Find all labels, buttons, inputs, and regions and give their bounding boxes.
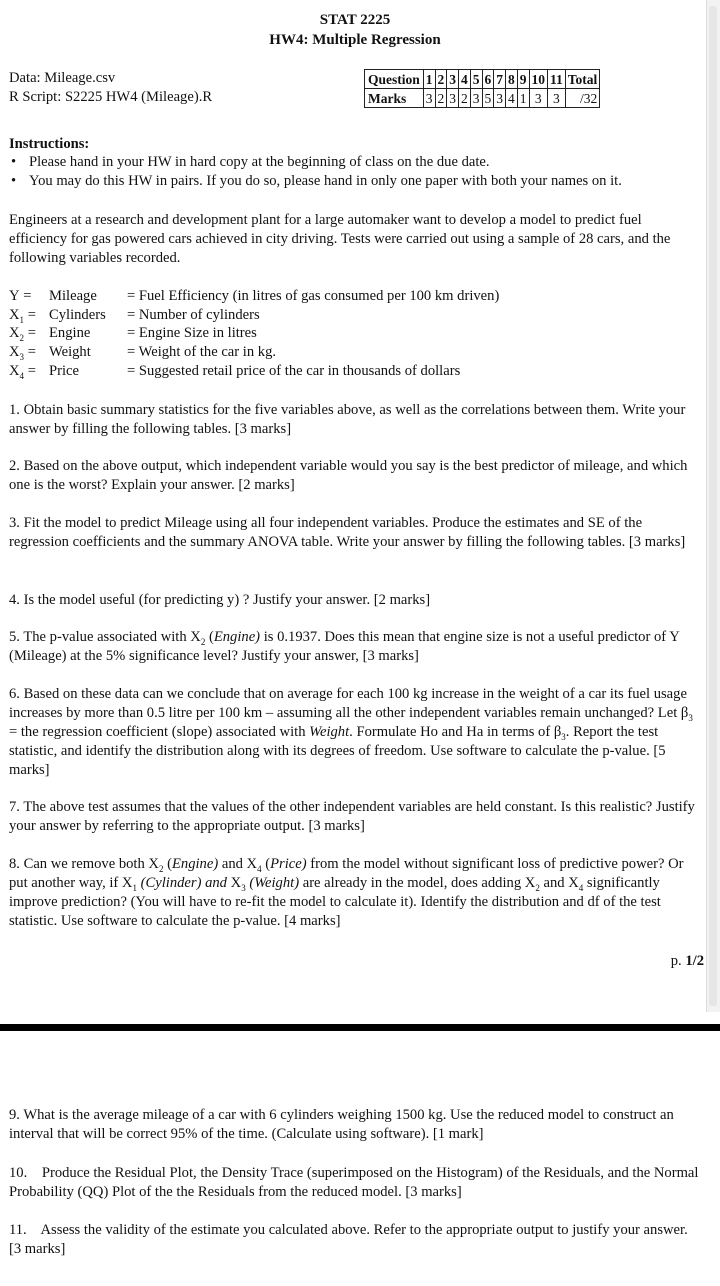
question-7: 7. The above test assumes that the values of the other independent variables are held constant. Is this realistic? Justify your answer by referring to the appropriate output. [3 marks] (9, 799, 695, 834)
question-9: 9. What is the average mileage of a car with 6 cylinders weighing 1500 kg. Use the reduced model to construct an interval that will be correct 95% of the time. (Calculate using software). [1 mark] (9, 1107, 674, 1142)
variable-row (9, 362, 689, 381)
instruction-item: • Please hand in your HW in hard copy at the beginning of class on the due date. (9, 153, 709, 172)
instructions-list (9, 153, 709, 191)
question-row (365, 70, 600, 89)
question-11: 11. Assess the validity of the estimate you calculated above. Refer to the appropriate output to justify your answer. [3 marks] (9, 1222, 688, 1257)
marks-cell: 1 (517, 89, 529, 108)
variable-row (9, 324, 689, 343)
instruction-item: • You may do this HW in pairs. If you do so, please hand in only one paper with both your names on it. (9, 172, 709, 191)
question-8: 8. Can we remove both $X_2$ (Engine) and $X_4$ (Price) from the model without significant loss of predictive power? Or put another way, if $X_1$ (Cylinder) and $X_3$ (Weight) are already in the model, does adding $X_2$ and $X_4$ significantly improve prediction? (You will have to re-fit the model to calculate it). Identify the distribution and df of the test statistic. Use software to calculate the p-value. [4 marks] (9, 856, 684, 929)
question-4: 4. Is the model useful (for predicting y) ? Justify your answer. [2 marks] (9, 592, 431, 608)
marks-cell: 2 (435, 89, 447, 108)
question-cell: 5 (470, 70, 482, 89)
marks-cell: 3 (529, 89, 548, 108)
question-5: 5. The p-value associated with $X_2$ (Engine) is 0.1937. Does this mean that engine size is not a useful predictor of Y (Mileage) at the 5% significance level? Justify your answer, [3 marks] (9, 629, 680, 664)
question-cell: 3 (447, 70, 459, 89)
marks-cell: 3 (470, 89, 482, 108)
question-cell: 8 (506, 70, 518, 89)
variable-description: = Engine Size in litres (127, 325, 257, 341)
question-10: 10. Produce the Residual Plot, the Density Trace (superimposed on the Histogram) of the Residuals, and the Normal Probability (QQ) Plot of the the Residuals from the reduced model. [3 marks] (9, 1165, 699, 1200)
marks-cell: 4 (506, 89, 518, 108)
variable-symbol: $X_4$ = (9, 363, 36, 381)
marks-row-label: Marks (365, 89, 424, 108)
marks-cell: 3 (447, 89, 459, 108)
variable-row (9, 287, 689, 306)
variable-description: = Suggested retail price of the car in thousands of dollars (127, 363, 461, 379)
homework-title: HW4: Multiple Regression (269, 32, 441, 48)
question-cell: 4 (459, 70, 471, 89)
page-divider (0, 1024, 720, 1031)
intro-paragraph: Engineers at a research and development plant for a large automaker want to develop a model to predict fuel efficiency for gas powered cars achieved in city driving. Tests were carried out using a sample of 28 cars, and the following variables recorded. (9, 212, 671, 266)
variable-description: = Number of cylinders (127, 307, 260, 323)
marks-row (365, 89, 600, 108)
r-script-label: R Script: S2225 HW4 (Mileage).R (9, 89, 213, 105)
instructions-heading: Instructions: (9, 136, 90, 152)
variable-symbol: $X_1$ = (9, 307, 36, 325)
variable-name: Price (49, 363, 79, 379)
variable-name: Cylinders (49, 307, 106, 323)
marks-cell: 3 (548, 89, 566, 108)
scrollbar-thumb[interactable] (709, 6, 717, 1006)
page-number: p. 1/2 (670, 953, 704, 969)
question-cell: 2 (435, 70, 447, 89)
question-2: 2. Based on the above output, which independent variable would you say is the best predictor of mileage, and which one is the worst? Explain your answer. [2 marks] (9, 458, 688, 493)
question-3: 3. Fit the model to predict Mileage using all four independent variables. Produce the estimates and SE of the regression coefficients and the summary ANOVA table. Write your answer by filling the following tables. [3 marks] (9, 515, 686, 550)
course-title: STAT 2225 (319, 12, 391, 28)
variable-symbol: $X_2$ = (9, 325, 36, 343)
variable-name: Engine (49, 325, 91, 341)
variable-row (9, 343, 689, 362)
marks-total-cell: /32 (565, 89, 600, 108)
marks-cell: 2 (459, 89, 471, 108)
question-6: 6. Based on these data can we conclude that on average for each 100 kg increase in the weight of a car its fuel usage increases by more than 0.5 litre per 100 km – assuming all the other independent variables remain unchanged? Let $\beta_3$ = the regression coefficient (slope) associated with Weight. Formulate Ho and Ha in terms of $\beta_3$. Report the test statistic, and identify the distribution along with its degrees of freedom. Use software to calculate the p-value. [5 marks] (9, 686, 693, 778)
variable-name: Weight (49, 344, 91, 360)
variable-description: = Fuel Efficiency (in litres of gas consumed per 100 km driven) (127, 288, 500, 304)
variable-description: = Weight of the car in kg. (127, 344, 277, 360)
question-cell: 10 (529, 70, 548, 89)
variable-row (9, 306, 689, 325)
variable-symbol: $X_3$ = (9, 344, 36, 362)
question-cell: 7 (494, 70, 506, 89)
question-cell: 6 (482, 70, 494, 89)
question-1: 1. Obtain basic summary statistics for the five variables above, as well as the correlations between them. Write your answer by filling the following tables. [3 marks] (9, 402, 686, 437)
question-total-cell: Total (565, 70, 600, 89)
variable-name: Mileage (49, 288, 97, 304)
marks-cell: 3 (423, 89, 435, 108)
variable-symbol: Y = (9, 288, 32, 304)
data-file-label: Data: Mileage.csv (9, 70, 116, 86)
question-cell: 1 (423, 70, 435, 89)
question-cell: 9 (517, 70, 529, 89)
marks-cell: 5 (482, 89, 494, 108)
question-cell: 11 (548, 70, 566, 89)
marks-cell: 3 (494, 89, 506, 108)
marks-table (364, 69, 600, 108)
question-row-label: Question (365, 70, 424, 89)
